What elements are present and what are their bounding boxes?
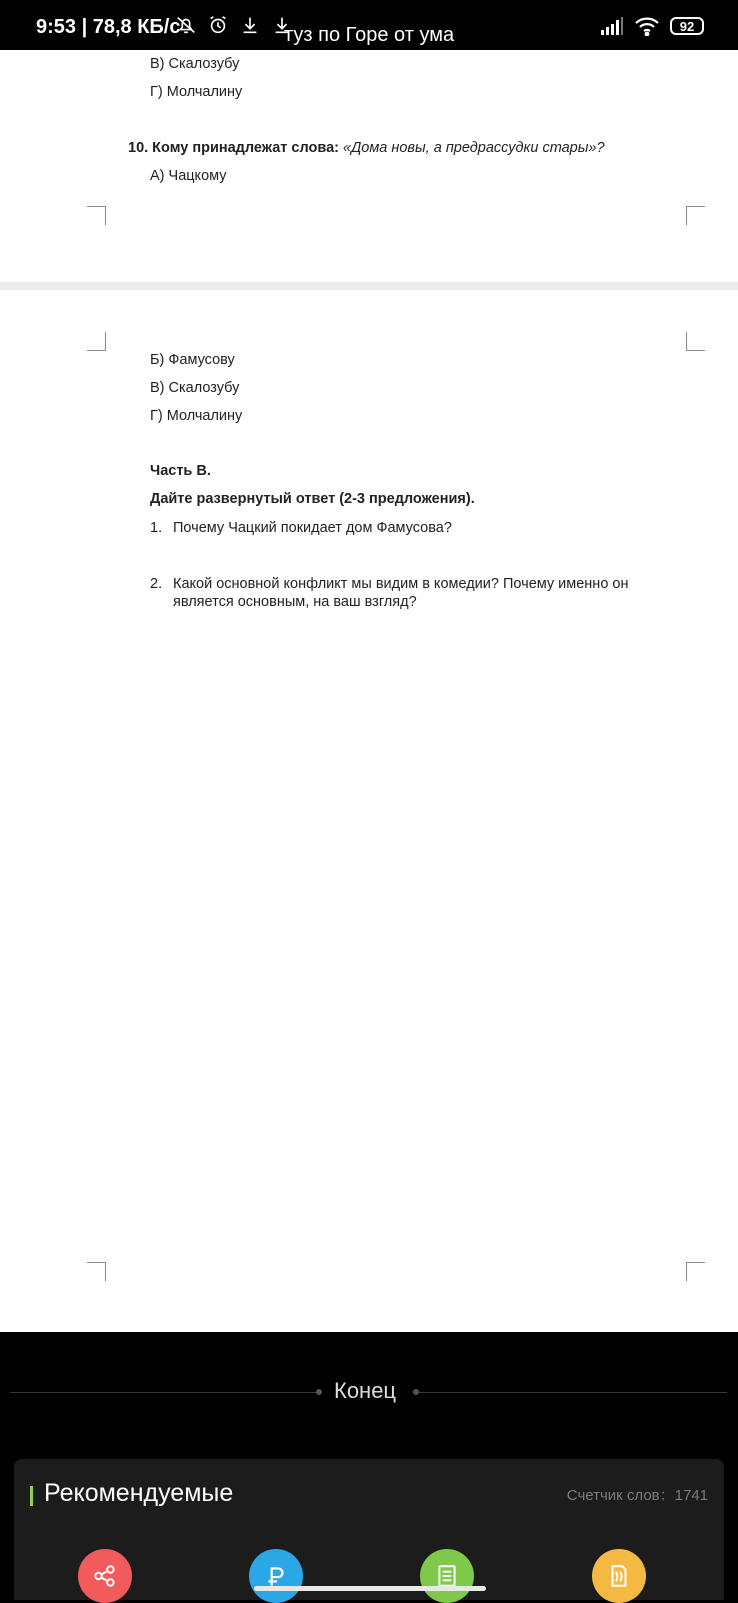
end-label: Конец bbox=[334, 1378, 397, 1403]
reader-footer bbox=[0, 1332, 738, 1600]
page-corner-mark bbox=[87, 1262, 106, 1281]
word-count: Счетчик слов：1741 bbox=[566, 1487, 708, 1504]
battery-icon bbox=[670, 17, 704, 35]
question-2-line-1: Какой основной конфликт мы видим в комедии? Почему именно он bbox=[173, 576, 629, 592]
question-1-text: Почему Чацкий покидает дом Фамусова? bbox=[173, 520, 452, 536]
part-heading: Часть В. bbox=[150, 463, 211, 479]
alarm-icon bbox=[207, 14, 229, 36]
recommended-title[interactable]: Рекомендуемые bbox=[44, 1479, 234, 1507]
question-10 bbox=[128, 140, 605, 156]
download-icon bbox=[239, 14, 261, 36]
page-separator bbox=[0, 282, 738, 290]
part-instruction: Дайте развернутый ответ (2-3 предложения). bbox=[150, 491, 475, 507]
question-2-number: 2. bbox=[150, 576, 163, 592]
document-button[interactable] bbox=[420, 1549, 474, 1603]
divider-dot bbox=[316, 1389, 322, 1395]
gesture-nav-handle[interactable] bbox=[254, 1586, 486, 1591]
p-button[interactable] bbox=[249, 1549, 303, 1603]
status-bar bbox=[0, 0, 738, 50]
status-icons-left bbox=[175, 14, 293, 36]
battery-level: 92 bbox=[679, 18, 695, 34]
answer-option-a: А) Чацкому bbox=[150, 168, 227, 184]
section-accent-bar bbox=[30, 1486, 33, 1506]
page-corner-mark bbox=[87, 332, 106, 351]
question-1-number: 1. bbox=[150, 520, 163, 536]
divider-right bbox=[419, 1392, 727, 1393]
book-icon bbox=[606, 1563, 632, 1589]
divider-left bbox=[10, 1392, 316, 1393]
answer-option-v: В) Скалозубу bbox=[150, 380, 240, 396]
signal-icon bbox=[600, 16, 624, 36]
document-page-1 bbox=[0, 50, 738, 282]
status-icons-right bbox=[600, 16, 704, 36]
bell-off-icon bbox=[175, 14, 197, 36]
question-2-line-2: является основным, на ваш взгляд? bbox=[173, 594, 417, 610]
question-10-prefix: 10. Кому принадлежат слова: bbox=[128, 140, 344, 156]
recommended-panel bbox=[14, 1459, 724, 1600]
answer-option-b: Б) Фамусову bbox=[150, 352, 235, 368]
status-notification-title: туз по Горе от ума bbox=[284, 24, 455, 46]
answer-option-g: Г) Молчалину bbox=[150, 84, 243, 100]
page-corner-mark bbox=[686, 206, 705, 225]
question-10-quote: «Дома новы, а предрассудки стары»? bbox=[343, 140, 605, 156]
wifi-icon bbox=[634, 16, 660, 36]
answer-option-v: В) Скалозубу bbox=[150, 56, 240, 72]
page-corner-mark bbox=[686, 1262, 705, 1281]
book-button[interactable] bbox=[592, 1549, 646, 1603]
document-page-2 bbox=[0, 290, 738, 1332]
answer-option-g: Г) Молчалину bbox=[150, 408, 243, 424]
status-time-speed: 9:53 | 78,8 КБ/с bbox=[36, 16, 181, 38]
share-button[interactable] bbox=[78, 1549, 132, 1603]
page-corner-mark bbox=[87, 206, 106, 225]
share-icon bbox=[92, 1563, 118, 1589]
page-corner-mark bbox=[686, 332, 705, 351]
